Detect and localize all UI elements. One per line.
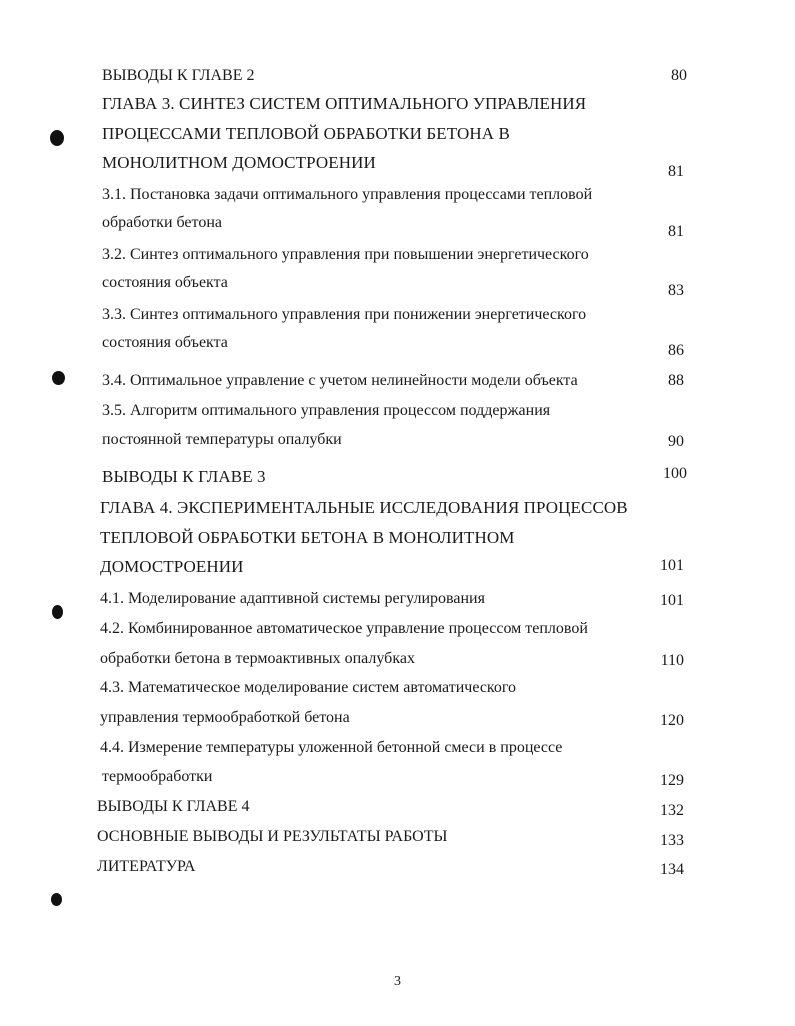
toc-s4-1-line1: 4.1. Моделирование адаптивной системы регулирования [100,590,485,607]
toc-s3-5-page: 90 [668,433,684,450]
scan-blot-2 [52,371,65,385]
toc-s3-4-page: 88 [668,372,684,389]
toc-s3-5-line1: 3.5. Алгоритм оптимального управления процессом поддержания [102,402,551,419]
toc-main-conclusions-page: 133 [660,832,684,849]
toc-s4-4-line2: термообработки [102,768,213,785]
toc-s3-1-line2: обработки бетона [102,214,222,231]
toc-s3-2-line2: состояния объекта [102,274,228,291]
toc-ch2-conclusions-page: 80 [671,67,687,84]
toc-s4-2-line1: 4.2. Комбинированное автоматическое управление процессом тепловой [100,620,588,637]
toc-s3-3-page: 86 [668,342,684,359]
toc-s3-1-line1: 3.1. Постановка задачи оптимального управления процессами тепловой [102,186,593,203]
scan-blot-4 [51,893,62,906]
toc-s4-1-page: 101 [660,592,684,609]
toc-ch4-page: 101 [660,557,684,574]
toc-ch4-conclusions-page: 132 [660,802,684,819]
toc-s3-3-line1: 3.3. Синтез оптимального управления при понижении энергетического [102,306,587,323]
toc-s4-4-line1: 4.4. Измерение температуры уложенной бетонной смеси в процессе [100,739,563,756]
toc-s4-2-page: 110 [660,652,684,669]
toc-s4-4-page: 129 [660,772,684,789]
scan-blot-3 [52,605,63,619]
toc-s3-2-page: 83 [668,282,684,299]
toc-s3-5-line2: постоянной температуры опалубки [102,431,342,448]
toc-s4-2-line2: обработки бетона в термоактивных опалубках [100,650,415,667]
toc-ch4-title-line3: ДОМОСТРОЕНИИ [100,557,244,576]
toc-literature-title: ЛИТЕРАТУРА [97,858,196,875]
toc-ch4-title-line2: ТЕПЛОВОЙ ОБРАБОТКИ БЕТОНА В МОНОЛИТНОМ [100,528,515,547]
toc-s4-3-page: 120 [660,712,684,729]
toc-s3-1-page: 81 [668,223,684,240]
toc-ch3-title-line3: МОНОЛИТНОМ ДОМОСТРОЕНИИ [102,153,376,172]
toc-s3-4-line1: 3.4. Оптимальное управление с учетом нелинейности модели объекта [102,372,578,389]
toc-ch3-conclusions-title: ВЫВОДЫ К ГЛАВЕ 3 [102,467,266,486]
toc-ch4-title-line1: ГЛАВА 4. ЭКСПЕРИМЕНТАЛЬНЫЕ ИССЛЕДОВАНИЯ ПРОЦЕССОВ [100,498,628,517]
toc-ch3-conclusions-page: 100 [663,465,687,482]
toc-s3-3-line2: состояния объекта [102,334,228,351]
toc-s4-3-line2: управления термообработкой бетона [100,709,350,726]
scan-blot-1 [50,130,64,146]
toc-ch2-conclusions-title: ВЫВОДЫ К ГЛАВЕ 2 [102,67,255,84]
toc-s3-2-line1: 3.2. Синтез оптимального управления при повышении энергетического [102,246,589,263]
toc-ch3-title-line2: ПРОЦЕССАМИ ТЕПЛОВОЙ ОБРАБОТКИ БЕТОНА В [102,124,510,143]
toc-literature-page: 134 [660,861,684,878]
toc-ch4-conclusions-title: ВЫВОДЫ К ГЛАВЕ 4 [97,798,250,815]
toc-ch3-page: 81 [668,163,684,180]
page-number: 3 [394,974,401,989]
toc-main-conclusions-title: ОСНОВНЫЕ ВЫВОДЫ И РЕЗУЛЬТАТЫ РАБОТЫ [97,828,448,845]
toc-ch3-title-line1: ГЛАВА 3. СИНТЕЗ СИСТЕМ ОПТИМАЛЬНОГО УПРАВЛЕНИЯ [102,94,587,113]
toc-s4-3-line1: 4.3. Математическое моделирование систем автоматического [100,679,517,696]
